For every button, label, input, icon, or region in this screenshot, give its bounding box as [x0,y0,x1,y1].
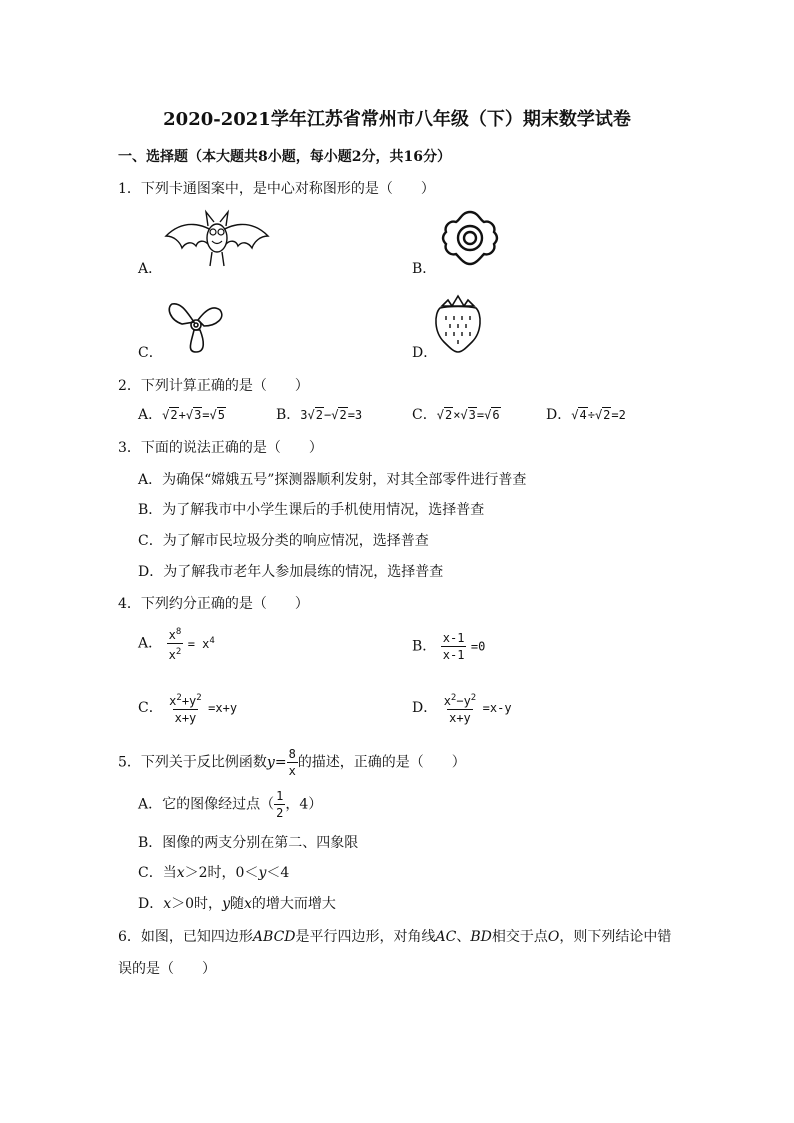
q4-b-fraction [441,630,467,663]
question-6-line2: 误的是（ ） [118,961,216,977]
q5-d-mid: ＞0时， [171,896,223,912]
q2-a-rad1: 2 [170,408,178,422]
q5-a-den: 2 [276,806,284,820]
exam-title: 2020-2021学年江苏省常州市八年级（下）期末数学试卷 [163,109,631,130]
q4-d-num-sup: 2 [450,693,457,703]
q2-option-d: D．√4÷√2=2 [546,407,626,423]
q2-option-c: C．√2×√3=√6 [412,407,500,423]
q2-c-rad1: 2 [444,408,453,422]
q4-option-d [412,690,512,726]
q4-d-rhs: =x-y [482,701,512,715]
q6-ac: AC [435,929,457,945]
question-3-stem: 3．下面的说法正确的是（ ） [118,440,323,456]
q4-a-label: A． [138,635,163,652]
q5-option-d [138,893,336,913]
q5-d-var3: x [243,896,252,912]
q4-a-den: x [168,648,176,662]
q6-bd: BD [470,929,492,945]
q5-stem-den: x [288,764,296,778]
q2-d-op: ÷ [587,408,595,422]
q4-option-c [138,690,237,726]
q2-d-rad1: 4 [579,408,587,422]
question-4-stem: 4．下列约分正确的是（ ） [118,596,309,612]
q4-c-label: C． [138,700,163,716]
q4-d-num2-sup: 2 [470,693,477,703]
q5-stem-post: 的描述，正确的是（ ） [297,754,466,771]
q5-c-pre: C．当 [138,865,177,881]
q4-c-rhs: =x+y [208,701,238,715]
q4-d-num: x [443,694,451,708]
q4-c-num-sup: 2 [176,693,182,703]
q4-a-rhs-sup: 4 [209,635,215,646]
q4-c-fraction [167,690,204,726]
q4-b-label: B． [412,638,437,655]
q4-a-den-sup: 2 [175,647,182,657]
q4-d-den: x+y [449,711,471,725]
q2-d-rhs: =2 [611,408,626,422]
q6-abcd: ABCD [252,929,296,945]
q5-stem-var: y [266,754,275,771]
q1-option-c-label: C． [138,345,163,361]
section-heading: 一、选择题（本大题共8小题，每小题2分，共16分） [118,149,451,165]
q3-option-d: D．为了解我市老年人参加晨练的情况，选择普查 [138,564,444,580]
q2-b-coef: 3 [300,408,308,422]
q1-option-d-label: D． [412,345,438,361]
q5-d-mid2: 随 [229,896,244,912]
q4-a-num: x [168,628,176,642]
fan-icon [164,294,226,356]
q4-a-rhs: = x [187,636,210,651]
q4-d-num2: −y [456,694,471,708]
q6-o: O [547,929,560,945]
q2-a-op: + [178,408,186,422]
question-5-stem [118,746,466,779]
q5-option-a [138,788,322,821]
question-1-stem: 1．下列卡通图案中，是中心对称图形的是（ ） [118,181,435,197]
q2-b-rad1: 2 [315,408,323,422]
q6-post: ，则下列结论中错 [559,929,672,945]
q2-b-rad2: 2 [339,408,347,422]
q6-mid2: 相交于点 [491,929,548,945]
q2-c-rad2: 3 [468,408,476,422]
q2-option-b: B．3√2−√2=3 [276,407,363,423]
q4-a-num-sup: 8 [175,627,182,637]
q2-a-label: A． [138,407,163,423]
q2-b-rhs: =3 [347,408,363,422]
q2-option-a: A．√2+√3=√5 [138,407,225,423]
q2-c-op: × [453,408,461,422]
q4-c-num2: +y [181,694,197,708]
q6-mid: 是平行四边形，对角线 [295,929,436,945]
q2-a-eq: = [202,408,210,422]
q4-c-num: x [169,694,177,708]
q5-d-var2: y [222,896,230,912]
q2-c-rad3: 6 [492,408,500,422]
q2-d-rad2: 2 [603,408,611,422]
q2-c-label: C． [412,407,437,423]
q5-c-mid: ＞2时，0＜ [184,865,259,881]
q5-option-c [138,862,289,882]
q5-stem-eq: = [274,754,287,771]
q2-c-eq: = [476,408,485,422]
q4-option-b [412,630,485,663]
question-2-stem: 2．下列计算正确的是（ ） [118,378,309,394]
q4-b-num: x-1 [442,631,465,645]
bat-icon [162,208,272,270]
q5-a-num: 1 [276,789,284,803]
q4-b-rhs: =0 [470,639,486,654]
q5-a-pre: A．它的图像经过点（ [138,796,275,813]
q5-c-var: x [176,865,185,881]
q5-d-var: x [163,896,172,912]
q5-a-post: ，4） [285,796,323,813]
question-6-line1 [118,926,671,946]
q6-sep: 、 [456,929,471,945]
q1-option-a-label: A． [138,261,163,277]
flower-icon [440,208,500,268]
q5-d-pre: D． [138,896,164,912]
q1-option-b-label: B． [412,261,437,277]
q2-b-op: − [324,408,332,422]
q5-c-post: ＜4 [266,865,290,881]
q6-pre: 6．如图，已知四边形 [118,929,253,945]
q4-b-den: x-1 [442,648,465,662]
q4-d-fraction [442,690,479,726]
q4-d-label: D． [412,700,438,716]
q2-b-label: B． [276,407,301,423]
q4-option-a [138,624,215,663]
q5-stem-fraction [287,746,298,779]
q3-option-b: B．为了解我市中小学生课后的手机使用情况，选择普查 [138,502,485,518]
q5-c-var2: y [258,865,267,881]
q2-d-label: D． [546,407,572,423]
q3-option-a: A．为确保“嫦娥五号”探测器顺利发射，对其全部零件进行普查 [138,472,527,488]
q4-c-den: x+y [174,711,197,725]
q2-a-rad2: 3 [194,408,202,422]
q4-c-num2-sup: 2 [196,693,202,703]
strawberry-icon [432,292,484,354]
q2-a-rad3: 5 [217,408,225,422]
q5-stem-pre: 5．下列关于反比例函数 [118,754,267,771]
q5-option-b: B．图像的两支分别在第二、四象限 [138,835,359,851]
q4-a-fraction [167,624,184,663]
q5-stem-num: 8 [288,747,296,761]
q5-a-fraction [274,788,285,821]
q5-d-post: 的增大而增大 [251,896,336,912]
q3-option-c: C．为了解市民垃圾分类的响应情况，选择普查 [138,533,429,549]
